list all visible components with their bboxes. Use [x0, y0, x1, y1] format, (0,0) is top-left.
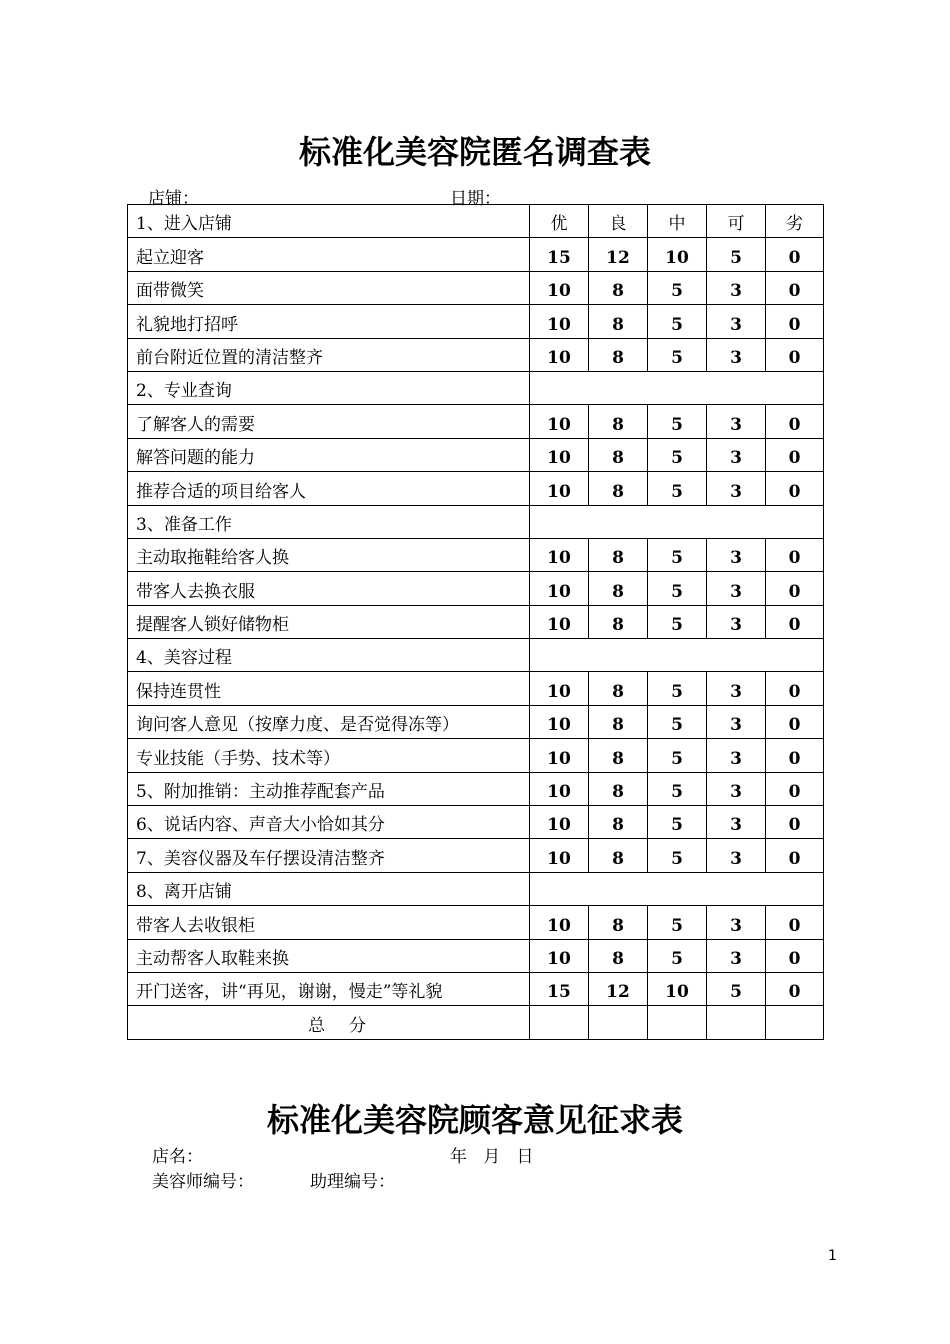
score-cell: 5 — [648, 572, 707, 605]
score-cell: 12 — [589, 238, 648, 271]
assistant-id-label: 助理编号： — [310, 1172, 395, 1192]
score-cell: 0 — [766, 472, 824, 505]
day-label: 日 — [516, 1147, 534, 1167]
score-cell: 3 — [707, 906, 766, 939]
page-number: 1 — [828, 1248, 837, 1264]
item-label: 了解客人的需要 — [128, 405, 530, 438]
item-label: 主动帮客人取鞋来换 — [128, 939, 530, 972]
score-cell: 8 — [589, 806, 648, 839]
section-row — [128, 872, 824, 905]
score-cell: 0 — [766, 305, 824, 338]
table-row — [128, 538, 824, 571]
table-row — [128, 839, 824, 872]
score-cell: 0 — [766, 839, 824, 872]
score-cell: 10 — [648, 238, 707, 271]
score-cell: 0 — [766, 438, 824, 471]
year-label: 年 — [450, 1147, 467, 1167]
score-cell: 5 — [648, 405, 707, 438]
score-cell: 0 — [766, 972, 824, 1005]
date-label: 日期： — [450, 189, 501, 209]
score-cell: 5 — [648, 739, 707, 772]
score-cell: 3 — [707, 806, 766, 839]
section-blank-cell — [530, 371, 824, 404]
total-label — [128, 1006, 530, 1039]
score-cell: 8 — [589, 338, 648, 371]
score-cell: 0 — [766, 338, 824, 371]
score-cell: 10 — [648, 972, 707, 1005]
score-cell: 8 — [589, 271, 648, 304]
score-cell: 10 — [530, 472, 589, 505]
score-cell: 3 — [707, 672, 766, 705]
store-label: 店铺： — [148, 189, 199, 209]
total-row — [128, 1006, 824, 1039]
store-name-label: 店名： — [152, 1147, 203, 1167]
score-cell: 10 — [530, 538, 589, 571]
score-cell: 5 — [648, 672, 707, 705]
item-label: 解答问题的能力 — [128, 438, 530, 471]
score-cell: 0 — [766, 572, 824, 605]
item-label: 专业技能（手势、技术等） — [128, 739, 530, 772]
score-cell: 10 — [530, 305, 589, 338]
grade-average: 中 — [648, 205, 707, 238]
score-cell: 10 — [530, 806, 589, 839]
item-label: 保持连贯性 — [128, 672, 530, 705]
score-cell: 5 — [648, 605, 707, 638]
score-cell: 10 — [530, 705, 589, 738]
section-row — [128, 371, 824, 404]
score-cell: 10 — [530, 338, 589, 371]
table-row — [128, 338, 824, 371]
table-row — [128, 672, 824, 705]
table-row — [128, 238, 824, 271]
survey-title: 标准化美容院匿名调查表 — [298, 133, 651, 171]
item-label: 询问客人意见（按摩力度、是否觉得冻等） — [128, 705, 530, 738]
month-label: 月 — [483, 1147, 501, 1167]
score-cell: 8 — [589, 672, 648, 705]
item-label: 带客人去收银柜 — [128, 906, 530, 939]
item-label: 6、说话内容、声音大小恰如其分 — [128, 806, 530, 839]
score-cell: 0 — [766, 806, 824, 839]
score-cell: 5 — [648, 772, 707, 805]
score-cell: 3 — [707, 538, 766, 571]
item-label: 前台附近位置的清洁整齐 — [128, 338, 530, 371]
score-cell: 10 — [530, 906, 589, 939]
score-cell: 10 — [530, 739, 589, 772]
score-cell: 8 — [589, 839, 648, 872]
survey-table — [127, 204, 824, 1040]
score-cell: 0 — [766, 672, 824, 705]
score-cell: 3 — [707, 605, 766, 638]
section-blank-cell — [530, 505, 824, 538]
score-cell: 8 — [589, 538, 648, 571]
score-cell: 5 — [648, 438, 707, 471]
table-row — [128, 572, 824, 605]
total-label-char: 总 — [308, 1015, 325, 1036]
score-cell: 5 — [707, 972, 766, 1005]
section-label: 3、准备工作 — [128, 505, 530, 538]
item-label: 开门送客，讲“再见，谢谢，慢走”等礼貌 — [128, 972, 530, 1005]
table-row — [128, 939, 824, 972]
table-row — [128, 772, 824, 805]
item-label: 7、美容仪器及车仔摆设清洁整齐 — [128, 839, 530, 872]
score-cell: 3 — [707, 572, 766, 605]
section-label: 2、专业查询 — [128, 371, 530, 404]
grade-good: 良 — [589, 205, 648, 238]
score-cell: 0 — [766, 538, 824, 571]
score-cell: 3 — [707, 405, 766, 438]
score-cell: 5 — [707, 238, 766, 271]
table-row — [128, 438, 824, 471]
item-label: 推荐合适的项目给客人 — [128, 472, 530, 505]
section-row — [128, 639, 824, 672]
score-cell: 5 — [648, 338, 707, 371]
score-cell: 3 — [707, 305, 766, 338]
score-cell: 12 — [589, 972, 648, 1005]
score-cell: 0 — [766, 271, 824, 304]
score-cell: 3 — [707, 772, 766, 805]
score-cell: 3 — [707, 939, 766, 972]
table-row — [128, 705, 824, 738]
item-label: 面带微笑 — [128, 271, 530, 304]
table-row — [128, 806, 824, 839]
table-row — [128, 472, 824, 505]
score-cell: 5 — [648, 939, 707, 972]
total-score-cell[interactable] — [766, 1006, 824, 1039]
total-score-cell[interactable] — [589, 1006, 648, 1039]
score-cell: 15 — [530, 238, 589, 271]
score-cell: 0 — [766, 772, 824, 805]
score-cell: 3 — [707, 839, 766, 872]
score-cell: 3 — [707, 438, 766, 471]
section-blank-cell — [530, 872, 824, 905]
score-cell: 3 — [707, 338, 766, 371]
score-cell: 3 — [707, 705, 766, 738]
score-cell: 8 — [589, 572, 648, 605]
section-row — [128, 505, 824, 538]
score-cell: 8 — [589, 605, 648, 638]
score-cell: 3 — [707, 739, 766, 772]
item-label: 带客人去换衣服 — [128, 572, 530, 605]
score-cell: 10 — [530, 572, 589, 605]
score-cell: 5 — [648, 906, 707, 939]
score-cell: 5 — [648, 472, 707, 505]
item-label: 起立迎客 — [128, 238, 530, 271]
score-cell: 5 — [648, 271, 707, 304]
table-row — [128, 906, 824, 939]
item-label: 主动取拖鞋给客人换 — [128, 538, 530, 571]
score-cell: 10 — [530, 672, 589, 705]
total-score-cell[interactable] — [648, 1006, 707, 1039]
score-cell: 0 — [766, 405, 824, 438]
table-row — [128, 605, 824, 638]
score-cell: 10 — [530, 772, 589, 805]
score-cell: 8 — [589, 705, 648, 738]
score-cell: 8 — [589, 438, 648, 471]
section-label: 1、进入店铺 — [128, 205, 530, 238]
item-label: 提醒客人锁好储物柜 — [128, 605, 530, 638]
section-label: 4、美容过程 — [128, 639, 530, 672]
table-row — [128, 405, 824, 438]
score-cell: 15 — [530, 972, 589, 1005]
score-cell: 8 — [589, 472, 648, 505]
beautician-id-label: 美容师编号： — [152, 1172, 254, 1192]
score-cell: 10 — [530, 405, 589, 438]
total-label-char: 分 — [349, 1015, 366, 1036]
table-row — [128, 271, 824, 304]
score-cell: 8 — [589, 939, 648, 972]
total-score-cell[interactable] — [707, 1006, 766, 1039]
score-cell: 5 — [648, 806, 707, 839]
score-cell: 3 — [707, 271, 766, 304]
score-cell: 10 — [530, 839, 589, 872]
table-row — [128, 305, 824, 338]
score-cell: 10 — [530, 939, 589, 972]
item-label: 5、附加推销：主动推荐配套产品 — [128, 772, 530, 805]
grade-excellent: 优 — [530, 205, 589, 238]
score-cell: 5 — [648, 705, 707, 738]
score-cell: 0 — [766, 705, 824, 738]
score-cell: 0 — [766, 605, 824, 638]
score-cell: 3 — [707, 472, 766, 505]
score-cell: 5 — [648, 305, 707, 338]
score-cell: 10 — [530, 271, 589, 304]
score-cell: 8 — [589, 305, 648, 338]
score-cell: 10 — [530, 605, 589, 638]
table-header-row — [128, 205, 824, 238]
section-label: 8、离开店铺 — [128, 872, 530, 905]
table-row — [128, 739, 824, 772]
score-cell: 0 — [766, 739, 824, 772]
score-cell: 5 — [648, 839, 707, 872]
grade-poor: 劣 — [766, 205, 824, 238]
total-score-cell[interactable] — [530, 1006, 589, 1039]
score-cell: 0 — [766, 939, 824, 972]
score-cell: 8 — [589, 772, 648, 805]
score-cell: 0 — [766, 238, 824, 271]
score-cell: 5 — [648, 538, 707, 571]
score-cell: 0 — [766, 906, 824, 939]
table-row — [128, 972, 824, 1005]
feedback-title: 标准化美容院顾客意见征求表 — [266, 1101, 683, 1139]
grade-fair: 可 — [707, 205, 766, 238]
score-cell: 8 — [589, 739, 648, 772]
score-cell: 8 — [589, 906, 648, 939]
section-blank-cell — [530, 639, 824, 672]
score-cell: 10 — [530, 438, 589, 471]
date-fields — [450, 1142, 533, 1167]
score-cell: 8 — [589, 405, 648, 438]
item-label: 礼貌地打招呼 — [128, 305, 530, 338]
